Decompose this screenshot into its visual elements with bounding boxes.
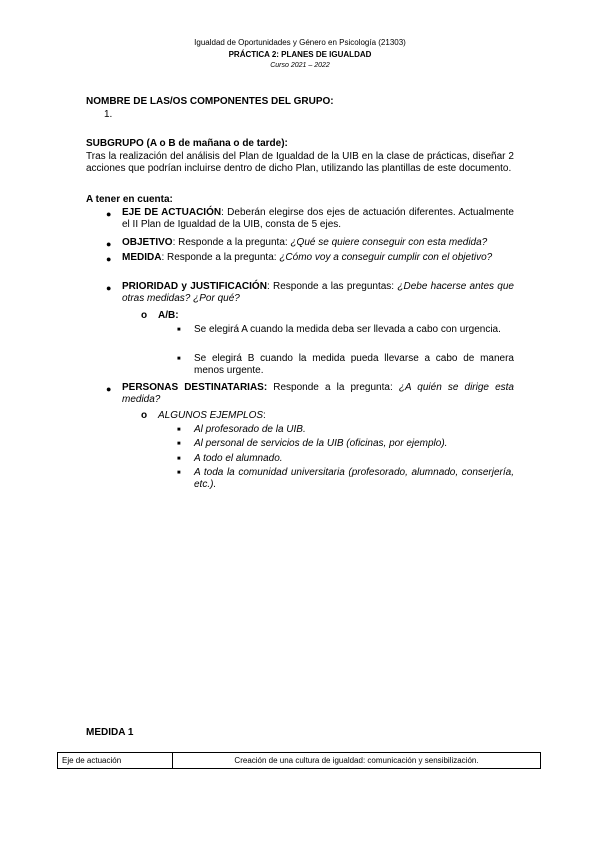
example-item: A todo el alumnado.: [194, 453, 283, 464]
table-row: [58, 753, 541, 769]
bullet-icon: ●: [106, 283, 112, 293]
square-bullet-icon: ■: [177, 327, 181, 333]
note-objetivo-text: : Responde a la pregunta:: [172, 237, 291, 248]
subgroup-intro: Tras la realización del análisis del Plan de Igualdad de la UIB en la clase de prácticas, diseñar 2 acciones que podrían incluirse dentro de dicho Plan, utilizando las plantillas de este documento.: [86, 151, 514, 175]
group-heading: NOMBRE DE LAS/OS COMPONENTES DEL GRUPO:: [86, 96, 334, 107]
note-personas-label: PERSONAS DESTINATARIAS:: [122, 382, 268, 393]
ab-label: A/B:: [158, 310, 179, 321]
note-personas-question: ¿A quién se dirige esta medida?: [122, 382, 514, 406]
square-bullet-icon: ■: [177, 427, 181, 433]
examples-colon: :: [263, 410, 266, 421]
note-prioridad-label: PRIORIDAD y JUSTIFICACIÓN: [122, 281, 267, 292]
bullet-icon: ●: [106, 239, 112, 249]
note-objetivo: [122, 237, 514, 249]
bullet-icon: ●: [106, 209, 112, 219]
square-bullet-icon: ■: [177, 470, 181, 476]
note-eje-label: EJE DE ACTUACIÓN: [122, 207, 222, 218]
example-item: A toda la comunidad universitaria (profesorado, alumnado, conserjería, etc.).: [194, 467, 514, 491]
note-objetivo-question: ¿Qué se quiere conseguir con esta medida?: [290, 237, 488, 248]
ab-option-b: Se elegirá B cuando la medida pueda llevarse a cabo de manera menos urgente.: [194, 353, 514, 377]
note-medida: [122, 252, 514, 264]
note-eje: [122, 207, 514, 232]
bullet-icon: ●: [106, 384, 112, 394]
subgroup-heading: SUBGRUPO (A o B de mañana o de tarde):: [86, 138, 288, 149]
course-year: Curso 2021 – 2022: [270, 62, 330, 69]
table-cell-label: Eje de actuación: [58, 753, 173, 769]
circle-bullet-icon: o: [141, 410, 148, 421]
square-bullet-icon: ■: [177, 456, 181, 462]
square-bullet-icon: ■: [177, 441, 181, 447]
note-prioridad-question: ¿Debe hacerse antes que otras medidas? ¿Por qué?: [122, 281, 514, 305]
note-prioridad-text: : Responde a las preguntas:: [266, 281, 398, 292]
practice-title: PRÁCTICA 2: PLANES DE IGUALDAD: [228, 50, 372, 59]
note-eje-text: : Deberán elegirse dos ejes de actuación diferentes. Actualmente el II Plan de Igualdad de la UIB, consta de 5 ejes.: [122, 207, 514, 231]
medida-1-table: [57, 752, 541, 769]
examples-heading: [158, 410, 266, 422]
course-title: Igualdad de Oportunidades y Género en Psicología (21303): [194, 38, 406, 47]
note-objetivo-label: OBJETIVO: [122, 237, 173, 248]
medida-1-heading: MEDIDA 1: [86, 727, 134, 738]
note-medida-text: : Responde a la pregunta:: [161, 252, 280, 263]
note-prioridad: [122, 281, 514, 306]
note-medida-label: MEDIDA: [122, 252, 162, 263]
note-personas: [122, 382, 514, 407]
example-item: Al personal de servicios de la UIB (oficinas, por ejemplo).: [194, 438, 448, 449]
table-cell-value: Creación de una cultura de igualdad: comunicación y sensibilización.: [173, 753, 541, 769]
note-medida-question: ¿Cómo voy a conseguir cumplir con el objetivo?: [279, 252, 493, 263]
group-member-1: 1.: [104, 109, 113, 120]
bullet-icon: ●: [106, 254, 112, 264]
notes-heading: A tener en cuenta:: [86, 194, 173, 205]
note-personas-text: Responde a la pregunta:: [267, 382, 399, 393]
square-bullet-icon: ■: [177, 356, 181, 362]
example-item: Al profesorado de la UIB.: [194, 424, 306, 435]
ab-option-a: Se elegirá A cuando la medida deba ser llevada a cabo con urgencia.: [194, 324, 501, 335]
examples-label: ALGUNOS EJEMPLOS: [158, 410, 264, 421]
circle-bullet-icon: o: [141, 310, 148, 321]
